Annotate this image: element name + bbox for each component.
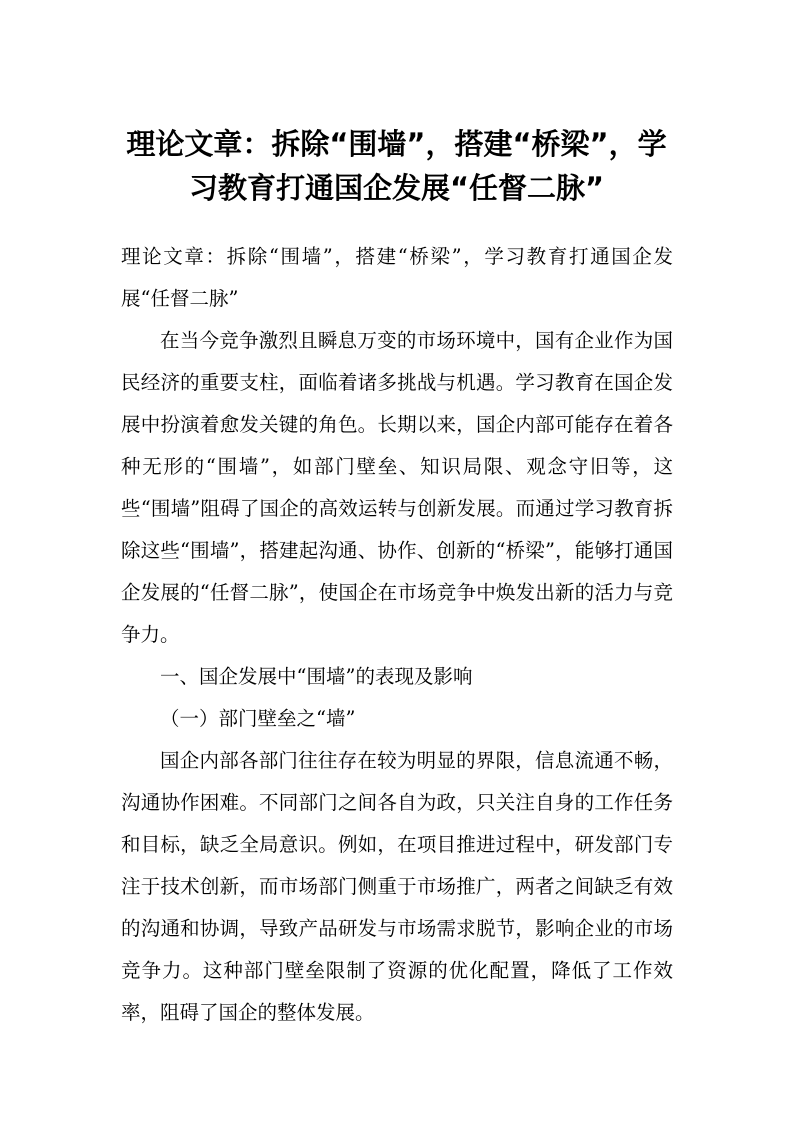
intro-paragraph: 在当今竞争激烈且瞬息万变的市场环境中，国有企业作为国民经济的重要支柱，面临着诸多挑战与机遇。学习教育在国企发展中扮演着愈发关键的角色。长期以来，国企内部可能存在着各种无形的“围墙”，如部门壁垒、知识局限、观念守旧等，这些“围墙”阻碍了国企的高效运转与创新发展。而通过学习教育拆除这些“围墙”，搭建起沟通、协作、创新的“桥梁”，能够打通国企发展的“任督二脉”，使国企在市场竞争中焕发出新的活力与竞争力。	[121, 329, 673, 646]
body-paragraph: 国企内部各部门往往存在较为明显的界限，信息流通不畅，沟通协作困难。不同部门之间各自为政，只关注自身的工作任务和目标，缺乏全局意识。例如，在项目推进过程中，研发部门专注于技术创新，而市场部门侧重于市场推广，两者之间缺乏有效的沟通和协调，导致产品研发与市场需求脱节，影响企业的市场竞争力。这种部门壁垒限制了资源的优化配置，降低了工作效率，阻碍了国企的整体发展。	[121, 749, 673, 1024]
document-body	[121, 236, 673, 1034]
document-title-line-1: 理论文章：拆除“围墙”，搭建“桥梁”，学	[126, 127, 667, 161]
subsection-heading: （一）部门壁垒之“墙”	[160, 707, 356, 730]
document-title-line-2: 习教育打通国企发展“任督二脉”	[188, 171, 605, 205]
section-heading: 一、国企发展中“围墙”的表现及影响	[160, 665, 473, 688]
subtitle-paragraph: 理论文章：拆除“围墙”，搭建“桥梁”，学习教育打通国企发展“任督二脉”	[121, 245, 673, 310]
